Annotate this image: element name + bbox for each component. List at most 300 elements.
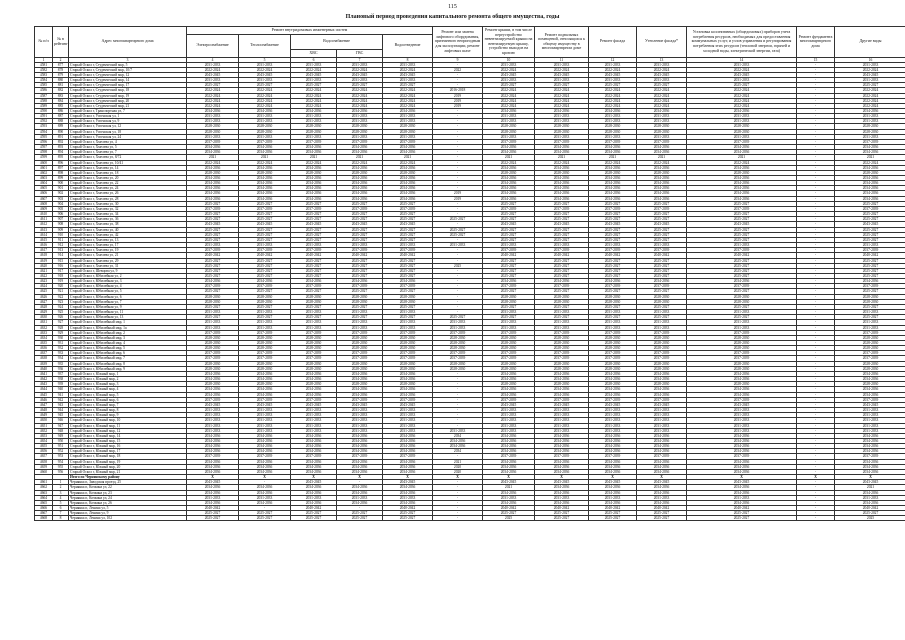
- table-cell: 2025-2027: [239, 201, 291, 206]
- table-cell: 4618: [35, 253, 53, 258]
- table-cell: 919: [53, 279, 69, 284]
- table-cell: 2031-2033: [337, 428, 383, 433]
- table-cell: 2037-2039: [187, 330, 239, 335]
- header-cell: Ремонт фундамента многоквартирного дома: [797, 27, 835, 58]
- table-cell: X: [637, 475, 687, 480]
- table-cell: -: [433, 206, 483, 211]
- table-cell: 2043-2045: [383, 402, 433, 407]
- header-cell: ХВС: [291, 49, 337, 57]
- table-cell: 2034-2036: [535, 279, 589, 284]
- table-cell: 881: [53, 83, 69, 88]
- table-cell: 4599: [35, 155, 53, 160]
- table-cell: 2034-2036: [291, 464, 337, 469]
- table-cell: 902: [53, 191, 69, 196]
- table-cell: 2034-2036: [337, 186, 383, 191]
- table-cell: 2025-2027: [239, 232, 291, 237]
- table-cell: 2028-2030: [637, 361, 687, 366]
- table-cell: 2037-2039: [291, 330, 337, 335]
- table-cell: 2034-2036: [239, 387, 291, 392]
- address-cell: Старый Оскол г, Южный мкр, 4: [69, 387, 187, 392]
- table-cell: 2031-2033: [187, 495, 239, 500]
- table-cell: 2034-2036: [291, 279, 337, 284]
- table-cell: 2028-2030: [239, 382, 291, 387]
- table-cell: 2037-2039: [239, 248, 291, 253]
- table-cell: 2037-2039: [337, 454, 383, 459]
- table-cell: 2037-2039: [291, 284, 337, 289]
- page-number: 115: [448, 4, 457, 10]
- table-cell: 4657: [35, 454, 53, 459]
- address-cell: Старый Оскол г, Студенческий мкр, 20: [69, 98, 187, 103]
- table-cell: -: [433, 237, 483, 242]
- table-cell: 2031-2033: [835, 114, 905, 119]
- address-cell: Старый Оскол г, Южный мкр, 12: [69, 428, 187, 433]
- address-cell: Чернянка п, Ленина ул, 5: [69, 506, 187, 511]
- table-cell: 2025-2027: [187, 289, 239, 294]
- table-cell: -: [433, 408, 483, 413]
- table-cell: 2025-2027: [637, 212, 687, 217]
- table-cell: 2034-2036: [383, 186, 433, 191]
- table-cell: 2031-2033: [535, 78, 589, 83]
- table-cell: 2037-2039: [433, 356, 483, 361]
- table-cell: -: [797, 83, 835, 88]
- table-cell: -: [797, 232, 835, 237]
- table-cell: 2034-2036: [291, 196, 337, 201]
- table-cell: 955: [53, 464, 69, 469]
- table-cell: -: [797, 392, 835, 397]
- table-cell: 4639: [35, 361, 53, 366]
- table-cell: 2028-2030: [187, 382, 239, 387]
- table-cell: 901: [53, 186, 69, 191]
- table-cell: 2031-2033: [589, 423, 637, 428]
- table-cell: 2034-2036: [687, 438, 797, 443]
- table-cell: 2031-2033: [187, 114, 239, 119]
- table-cell: 4668: [35, 516, 53, 521]
- table-cell: 2025-2027: [337, 237, 383, 242]
- table-cell: 2025-2027: [187, 304, 239, 309]
- table-cell: 2034-2036: [337, 176, 383, 181]
- table-cell: 2034-2036: [835, 459, 905, 464]
- table-cell: 910: [53, 232, 69, 237]
- table-cell: 2031-2033: [535, 134, 589, 139]
- table-cell: 4610: [35, 212, 53, 217]
- table-cell: 2031-2033: [337, 78, 383, 83]
- table-cell: 4600: [35, 160, 53, 165]
- table-cell: 2028-2030: [187, 341, 239, 346]
- table-cell: 2034-2036: [187, 145, 239, 150]
- header-cell: № в рейтинг: [53, 27, 69, 58]
- table-cell: 2037-2039: [835, 454, 905, 459]
- table-cell: 2025-2027: [637, 304, 687, 309]
- table-cell: 2031-2033: [187, 62, 239, 67]
- table-cell: 4627: [35, 299, 53, 304]
- table-cell: 2031-2033: [291, 418, 337, 423]
- table-cell: 2025-2027: [835, 232, 905, 237]
- table-cell: 2043-2045: [589, 222, 637, 227]
- table-cell: -: [797, 356, 835, 361]
- table-cell: 2028-2030: [433, 361, 483, 366]
- table-cell: 2025-2027: [337, 201, 383, 206]
- table-cell: 2031-2033: [687, 243, 797, 248]
- table-cell: 2037-2039: [535, 139, 589, 144]
- table-cell: 2022-2024: [637, 88, 687, 93]
- table-cell: 2022-2024: [291, 93, 337, 98]
- table-cell: 3: [53, 490, 69, 495]
- table-cell: 4640: [35, 366, 53, 371]
- table-cell: 2022-2024: [383, 93, 433, 98]
- table-cell: 2034-2036: [637, 145, 687, 150]
- table-cell: 2028-2030: [291, 294, 337, 299]
- table-cell: 2028-2030: [589, 366, 637, 371]
- table-cell: 2031-2033: [187, 134, 239, 139]
- table-cell: 2025-2027: [187, 212, 239, 217]
- table-cell: 927: [53, 320, 69, 325]
- table-cell: 2034-2036: [589, 444, 637, 449]
- table-cell: 2037-2039: [383, 206, 433, 211]
- table-cell: -: [433, 222, 483, 227]
- address-cell: Старый Оскол г, Успенская ул, 12: [69, 124, 187, 129]
- table-cell: 2043-2045: [483, 72, 535, 77]
- table-cell: 2034-2036: [687, 485, 797, 490]
- table-cell: 4644: [35, 387, 53, 392]
- column-number: 16: [835, 57, 905, 62]
- header-cell: Другие виды: [835, 27, 905, 58]
- table-cell: 2034-2036: [535, 485, 589, 490]
- table-cell: 2019: [433, 93, 483, 98]
- table-cell: 2037-2039: [483, 206, 535, 211]
- table-cell: 2034-2036: [187, 371, 239, 376]
- table-cell: 2031-2033: [835, 495, 905, 500]
- table-cell: 2037-2039: [687, 351, 797, 356]
- table-cell: 2028-2030: [483, 366, 535, 371]
- table-cell: 2028-2030: [291, 361, 337, 366]
- table-cell: 2034-2036: [835, 464, 905, 469]
- address-cell: Старый Оскол г, Южный мкр, 8: [69, 408, 187, 413]
- address-cell: Старый Оскол г, Южный мкр, 18: [69, 454, 187, 459]
- table-cell: 2022-2024: [687, 160, 797, 165]
- table-cell: 2025-2027: [535, 237, 589, 242]
- table-cell: 2031-2033: [337, 408, 383, 413]
- table-cell: 2043-2045: [535, 72, 589, 77]
- table-cell: 2025-2027: [291, 511, 337, 516]
- table-cell: 2025-2027: [483, 201, 535, 206]
- table-cell: 2034-2036: [687, 464, 797, 469]
- table-cell: 2031-2033: [687, 423, 797, 428]
- table-cell: -: [797, 351, 835, 356]
- table-cell: 2034-2036: [483, 279, 535, 284]
- table-cell: 2037-2039: [291, 454, 337, 459]
- column-number: 13: [637, 57, 687, 62]
- table-cell: 2034-2036: [637, 392, 687, 397]
- table-cell: 2043-2045: [535, 402, 589, 407]
- table-cell: 2037-2039: [637, 284, 687, 289]
- table-cell: 2031-2033: [483, 413, 535, 418]
- column-number: 4: [187, 57, 239, 62]
- table-cell: 2031-2033: [589, 134, 637, 139]
- table-cell: 2037-2039: [835, 356, 905, 361]
- table-cell: 8: [53, 516, 69, 521]
- address-cell: Чернянка п, Ленина ул, 102: [69, 516, 187, 521]
- table-cell: 2031-2033: [383, 495, 433, 500]
- table-cell: 2034-2036: [383, 438, 433, 443]
- table-cell: 2025-2027: [835, 304, 905, 309]
- table-cell: -: [797, 139, 835, 144]
- table-cell: 2037-2039: [589, 397, 637, 402]
- table-cell: 2025-2027: [239, 212, 291, 217]
- table-cell: 2021: [637, 155, 687, 160]
- table-cell: 954: [53, 459, 69, 464]
- table-cell: 4598: [35, 150, 53, 155]
- address-cell: Старый Оскол г, Юбилейная ул, 6: [69, 294, 187, 299]
- table-cell: 2025-2027: [383, 217, 433, 222]
- table-cell: 2037-2039: [187, 248, 239, 253]
- table-cell: 2031-2033: [589, 408, 637, 413]
- table-cell: 2022-2024: [383, 103, 433, 108]
- table-cell: 2043-2045: [835, 480, 905, 485]
- table-cell: -: [433, 516, 483, 521]
- address-cell: Старый Оскол г, Студенческий мкр, 5: [69, 62, 187, 67]
- table-cell: 2022-2024: [637, 93, 687, 98]
- table-cell: 2031-2033: [637, 114, 687, 119]
- table-cell: 2021: [187, 155, 239, 160]
- table-cell: 2040-2042: [483, 506, 535, 511]
- table-cell: 2031-2033: [291, 428, 337, 433]
- table-cell: 2022-2024: [637, 67, 687, 72]
- table-cell: 2028-2030: [337, 341, 383, 346]
- table-cell: 4658: [35, 459, 53, 464]
- table-cell: -: [797, 72, 835, 77]
- table-cell: 2028-2030: [239, 170, 291, 175]
- table-cell: 2034-2036: [535, 490, 589, 495]
- table-cell: -: [433, 480, 483, 485]
- table-cell: 2031-2033: [337, 243, 383, 248]
- table-cell: -: [433, 454, 483, 459]
- table-cell: 2028-2030: [239, 346, 291, 351]
- table-cell: 2031-2033: [383, 114, 433, 119]
- table-cell: 2021: [337, 155, 383, 160]
- table-cell: 2034-2036: [589, 433, 637, 438]
- table-cell: 886: [53, 108, 69, 113]
- table-cell: 909: [53, 227, 69, 232]
- table-cell: 2022-2024: [291, 103, 337, 108]
- table-cell: 2037-2039: [291, 351, 337, 356]
- table-cell: 2028-2030: [835, 346, 905, 351]
- table-cell: 2016-2018: [433, 88, 483, 93]
- table-cell: -: [433, 387, 483, 392]
- table-cell: -: [797, 438, 835, 443]
- table-cell: 2025-2027: [535, 263, 589, 268]
- table-cell: 2025-2027: [337, 516, 383, 521]
- table-cell: 2034-2036: [187, 490, 239, 495]
- table-cell: 2025-2027: [187, 273, 239, 278]
- table-cell: 2043-2045: [483, 480, 535, 485]
- table-cell: -: [797, 258, 835, 263]
- address-cell: Старый Оскол г, Хмелева ул, 7: [69, 150, 187, 155]
- table-cell: 2034-2036: [291, 469, 337, 474]
- table-cell: 2022-2024: [187, 93, 239, 98]
- table-cell: 879: [53, 72, 69, 77]
- table-cell: 2028-2030: [383, 294, 433, 299]
- table-cell: 2025-2027: [187, 237, 239, 242]
- address-cell: Старый Оскол г, Хмелева ул, 31: [69, 263, 187, 268]
- table-cell: 2025-2027: [239, 304, 291, 309]
- table-cell: 892: [53, 139, 69, 144]
- table-cell: 925: [53, 310, 69, 315]
- table-cell: 2025-2027: [483, 217, 535, 222]
- table-cell: 2040-2042: [637, 253, 687, 258]
- header-cell: Ремонт крыши, в том числе переустройство невентилируемой крыши на вентилируемую крышу, устройство выходов на кровлю: [483, 27, 535, 58]
- table-cell: -: [797, 176, 835, 181]
- table-cell: -: [433, 201, 483, 206]
- table-cell: 2025-2027: [589, 212, 637, 217]
- table-cell: 2028-2030: [239, 341, 291, 346]
- table-cell: 2031-2033: [535, 495, 589, 500]
- table-cell: 2028-2030: [337, 335, 383, 340]
- table-cell: 2022-2024: [589, 88, 637, 93]
- table-cell: 2037-2039: [187, 139, 239, 144]
- table-cell: 2025-2027: [535, 227, 589, 232]
- table-cell: 2034-2036: [589, 485, 637, 490]
- address-cell: Старый Оскол г, Хмелева ул, 32: [69, 206, 187, 211]
- table-cell: 2040-2042: [687, 506, 797, 511]
- table-cell: 2034-2036: [337, 449, 383, 454]
- table-cell: 913: [53, 248, 69, 253]
- table-cell: 2031-2033: [835, 423, 905, 428]
- table-cell: -: [797, 469, 835, 474]
- table-cell: 2028-2030: [835, 294, 905, 299]
- table-cell: 888: [53, 119, 69, 124]
- table-cell: 2034-2036: [483, 377, 535, 382]
- table-cell: 2025-2027: [589, 304, 637, 309]
- table-cell: 2034-2036: [535, 469, 589, 474]
- table-cell: 2034-2036: [291, 444, 337, 449]
- table-cell: 2037-2039: [383, 356, 433, 361]
- table-cell: 2034-2036: [535, 186, 589, 191]
- table-cell: 4646: [35, 397, 53, 402]
- address-cell: Чернянка п, Кочкина ул, 22: [69, 485, 187, 490]
- address-cell: Старый Оскол г, Студенческий мкр, 10/7: [69, 67, 187, 72]
- table-cell: 2025-2027: [337, 315, 383, 320]
- table-cell: 2034-2036: [637, 464, 687, 469]
- table-cell: 2031-2033: [383, 243, 433, 248]
- table-cell: 2034-2036: [835, 371, 905, 376]
- table-cell: 2040-2042: [835, 253, 905, 258]
- table-cell: 2031-2033: [383, 134, 433, 139]
- address-cell: Старый Оскол г, Южный мкр, 2: [69, 377, 187, 382]
- table-cell: 2025-2027: [337, 232, 383, 237]
- table-cell: 900: [53, 181, 69, 186]
- table-cell: 2031-2033: [535, 119, 589, 124]
- table-cell: 2025-2027: [589, 232, 637, 237]
- header-cell: Электроснабжение: [187, 34, 239, 57]
- table-cell: 2025-2027: [383, 258, 433, 263]
- table-cell: 2022-2024: [483, 160, 535, 165]
- table-cell: -: [797, 464, 835, 469]
- table-cell: 2022-2024: [383, 160, 433, 165]
- address-cell: Старый Оскол г, Южный мкр, 3: [69, 382, 187, 387]
- table-body: [35, 62, 905, 521]
- table-cell: 2037-2039: [187, 356, 239, 361]
- table-cell: 2025-2027: [687, 511, 797, 516]
- table-cell: 4614: [35, 232, 53, 237]
- table-cell: 4625: [35, 289, 53, 294]
- table-cell: 937: [53, 371, 69, 376]
- table-cell: 2028-2030: [291, 129, 337, 134]
- table-cell: 2031-2033: [483, 418, 535, 423]
- table-cell: -: [433, 83, 483, 88]
- table-cell: 2040-2042: [589, 253, 637, 258]
- table-cell: -: [797, 227, 835, 232]
- table-cell: -: [797, 253, 835, 258]
- table-cell: 2028-2030: [433, 335, 483, 340]
- table-cell: 2043-2045: [637, 72, 687, 77]
- table-cell: 4624: [35, 284, 53, 289]
- table-cell: -: [433, 490, 483, 495]
- table-cell: 4666: [35, 506, 53, 511]
- table-cell: 908: [53, 222, 69, 227]
- table-cell: -: [797, 294, 835, 299]
- table-cell: 2028-2030: [483, 170, 535, 175]
- table-cell: 2028-2030: [239, 294, 291, 299]
- address-cell: Старый Оскол г, Хмелева ул, 10/41: [69, 160, 187, 165]
- address-cell: Старый Оскол г, Хмелева ул, 42: [69, 232, 187, 237]
- address-cell: Старый Оскол г, Студенческий мкр, 14: [69, 78, 187, 83]
- table-cell: 2034-2036: [383, 191, 433, 196]
- table-cell: -: [797, 129, 835, 134]
- table-cell: 2031-2033: [835, 428, 905, 433]
- table-cell: 2028-2030: [637, 341, 687, 346]
- table-cell: 2028-2030: [835, 170, 905, 175]
- column-number: 14: [687, 57, 797, 62]
- table-cell: 878: [53, 67, 69, 72]
- table-cell: 2025-2027: [589, 511, 637, 516]
- table-cell: 2025-2027: [589, 268, 637, 273]
- table-cell: 2025-2027: [337, 268, 383, 273]
- table-cell: 2025-2027: [239, 516, 291, 521]
- table-cell: 2037-2039: [535, 284, 589, 289]
- table-cell: 2031-2033: [535, 310, 589, 315]
- table-cell: 2022-2024: [187, 103, 239, 108]
- table-cell: 2034-2036: [535, 108, 589, 113]
- table-cell: 2025-2027: [687, 83, 797, 88]
- table-cell: 2025-2027: [589, 237, 637, 242]
- table-cell: 2031-2033: [637, 413, 687, 418]
- table-cell: 4623: [35, 279, 53, 284]
- header-cell: Ремонт или замена лифтового оборудования, признанного непригодным для эксплуатации, ремонт лифтовых шахт: [433, 27, 483, 58]
- table-cell: 887: [53, 114, 69, 119]
- table-cell: 2034-2036: [337, 433, 383, 438]
- table-cell: X: [687, 475, 797, 480]
- table-cell: 891: [53, 134, 69, 139]
- table-cell: 2022-2024: [483, 98, 535, 103]
- address-cell: Старый Оскол г, Юбилейный мкр, 1а: [69, 325, 187, 330]
- table-cell: 2037-2039: [637, 206, 687, 211]
- table-cell: 2034-2036: [483, 165, 535, 170]
- table-cell: 2031-2033: [637, 428, 687, 433]
- table-cell: 2025-2027: [637, 201, 687, 206]
- table-cell: 2025-2027: [239, 237, 291, 242]
- table-cell: 2037-2039: [835, 397, 905, 402]
- table-cell: 2034-2036: [535, 176, 589, 181]
- table-cell: 2022-2024: [637, 103, 687, 108]
- table-cell: 2034-2036: [239, 469, 291, 474]
- table-cell: -: [797, 98, 835, 103]
- table-cell: 2034-2036: [535, 150, 589, 155]
- table-cell: 2028-2030: [291, 335, 337, 340]
- table-cell: 4607: [35, 196, 53, 201]
- table-cell: 2034-2036: [589, 490, 637, 495]
- table-cell: 4609: [35, 206, 53, 211]
- table-cell: 2025-2027: [589, 83, 637, 88]
